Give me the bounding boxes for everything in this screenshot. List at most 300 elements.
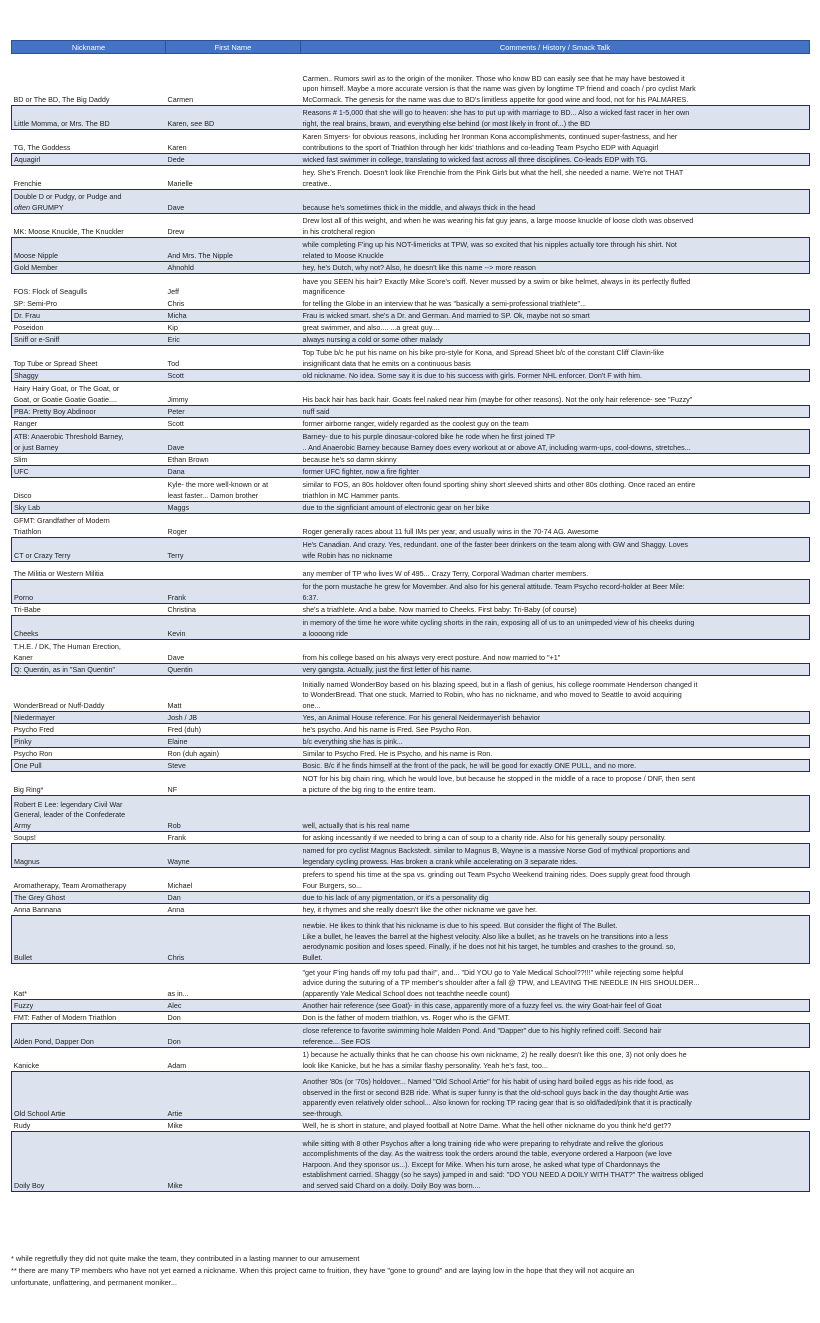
comment-line: because he's sometimes thick in the middle, and always thick in the head <box>302 202 536 212</box>
table-row <box>12 106 810 130</box>
cell-nickname[interactable] <box>12 676 166 712</box>
nickname-line: FMT: Father of Modern Triathlon <box>13 1012 117 1022</box>
comment-line: any member of TP who lives W of 495... Crazy Terry, Corporal Wadman charter members. <box>302 568 589 578</box>
cell-comments[interactable] <box>301 844 810 868</box>
cell-first-name[interactable] <box>166 604 301 616</box>
table-row <box>12 54 810 106</box>
comment-line: hey. She's French. Doesn't look like Frenchie from the Pink Girls but what the hell, she needed a name. We're not THAT <box>302 168 684 177</box>
cell-comments[interactable] <box>301 166 810 190</box>
cell-nickname[interactable] <box>12 1132 166 1192</box>
comment-line: b/c everything she has is pink... <box>302 736 403 746</box>
comment-line: advice during the suturing of a TP member's shoulder after a fall @ TPW, and LEAVING THE NEEDLE IN HIS SHOULDER... <box>302 978 700 987</box>
comment-line: he's psycho. And his name is Fred. See Psycho Ron. <box>302 724 472 734</box>
table-row <box>12 1024 810 1048</box>
cell-first-name[interactable] <box>166 760 301 772</box>
first-name-line: Dave <box>167 442 185 452</box>
comment-line: Top Tube b/c he put his name on his bike pro-style for Kona, and Spread Sheet b/c of the constant Cliff Clavin-like <box>302 348 664 357</box>
cell-nickname[interactable] <box>12 904 166 916</box>
nickname-line: Army <box>14 820 31 830</box>
cell-comments[interactable] <box>301 640 810 664</box>
table-row <box>12 130 810 154</box>
table-row <box>12 430 810 454</box>
cell-comments[interactable] <box>301 214 810 238</box>
nickname-line: Goat, or Goatie Goatie Goatie.... <box>13 394 117 404</box>
cell-comments[interactable] <box>301 262 810 274</box>
cell-comments[interactable] <box>301 1072 810 1120</box>
cell-comments[interactable] <box>301 154 810 166</box>
table-row <box>12 166 810 190</box>
cell-nickname[interactable] <box>12 298 166 310</box>
cell-nickname[interactable] <box>12 616 166 640</box>
nickname-line: Slim <box>13 454 28 464</box>
header-row <box>12 41 810 54</box>
comment-line: Barney- due to his purple dinosaur-colored bike he rode when he first joined TP <box>302 432 555 441</box>
nickname-sheet <box>11 40 809 1192</box>
cell-nickname[interactable] <box>12 382 166 406</box>
cell-comments[interactable] <box>301 832 810 844</box>
nickname-line: BD or The BD, The Big Daddy <box>13 94 110 104</box>
cell-nickname[interactable] <box>12 772 166 796</box>
cell-nickname[interactable] <box>12 736 166 748</box>
first-name-line: Rob <box>167 820 181 830</box>
comment-line: in memory of the time he wore white cycling shorts in the rain, exposing all of us to an unimpeded view of his cheeks during <box>302 618 695 627</box>
cell-comments[interactable] <box>301 868 810 892</box>
first-name-line: Frank <box>167 832 186 842</box>
comment-line: NOT for his big chain ring, which he would love, but because he stopped in the middle of a race to propose / DNF, then sent <box>302 774 696 783</box>
cell-first-name[interactable] <box>166 454 301 466</box>
cell-nickname[interactable] <box>12 664 166 676</box>
comment-line: accomplishments of the day. As the waitress took the orders around the table, everyone ordered a Harpoon (we love <box>302 1149 672 1158</box>
table-row <box>12 580 810 604</box>
table-row <box>12 616 810 640</box>
cell-nickname[interactable] <box>12 502 166 514</box>
table-row <box>12 748 810 760</box>
table-row <box>12 466 810 478</box>
table-row <box>12 310 810 322</box>
cell-nickname[interactable] <box>12 346 166 370</box>
cell-nickname[interactable] <box>12 406 166 418</box>
nickname-line: Niedermayer <box>14 712 56 722</box>
cell-first-name[interactable] <box>166 214 301 238</box>
cell-nickname[interactable] <box>12 106 166 130</box>
nickname-line: General, leader of the Confederate <box>14 810 126 819</box>
comment-line: Bullet. <box>302 952 323 962</box>
comment-line: hey, it rhymes and she really doesn't like the other nickname we gave her. <box>302 904 538 914</box>
first-name-line: Alec <box>167 1000 182 1010</box>
comment-line: .. And Anaerobic Barney because Barney does every workout at or above AT, including warm-ups, cool-downs, stretches... <box>302 442 691 452</box>
cell-comments[interactable] <box>301 562 810 580</box>
cell-comments[interactable] <box>301 238 810 262</box>
comment-line: similar to FOS, an 80s holdover often found sporting shiny short sleeved shirts and other 80s clothing. Once raced an entire <box>302 480 696 489</box>
cell-nickname[interactable] <box>12 322 166 334</box>
nickname-line: Kanicke <box>13 1060 40 1070</box>
cell-first-name[interactable] <box>166 298 301 310</box>
cell-nickname[interactable] <box>12 466 166 478</box>
cell-first-name[interactable] <box>166 466 301 478</box>
cell-first-name[interactable] <box>166 616 301 640</box>
comment-line: insignificant data that he emits on a continuous basis <box>302 358 471 368</box>
comment-line: Drew lost all of this weight, and when he was wearing his fat guy jeans, a large moose knuckle of loose cloth was observed <box>302 216 694 225</box>
cell-first-name[interactable] <box>166 1000 301 1012</box>
cell-nickname[interactable] <box>12 538 166 562</box>
cell-nickname[interactable] <box>12 844 166 868</box>
cell-nickname[interactable] <box>12 478 166 502</box>
cell-first-name[interactable] <box>166 580 301 604</box>
table-row <box>12 1012 810 1024</box>
cell-nickname[interactable] <box>12 418 166 430</box>
cell-comments[interactable] <box>301 664 810 676</box>
cell-comments[interactable] <box>301 454 810 466</box>
cell-first-name[interactable] <box>166 676 301 712</box>
cell-comments[interactable] <box>301 772 810 796</box>
cell-nickname[interactable] <box>12 310 166 322</box>
cell-comments[interactable] <box>301 1012 810 1024</box>
cell-first-name[interactable] <box>166 1132 301 1192</box>
cell-first-name[interactable] <box>166 562 301 580</box>
cell-nickname[interactable] <box>12 334 166 346</box>
cell-first-name[interactable] <box>166 868 301 892</box>
cell-nickname[interactable] <box>12 724 166 736</box>
nickname-line: Kat* <box>13 988 28 998</box>
cell-first-name[interactable] <box>166 904 301 916</box>
header-nickname[interactable]: Nickname <box>12 41 166 54</box>
cell-comments[interactable] <box>301 466 810 478</box>
first-name-line: Tod <box>167 358 180 368</box>
nickname-line: Sky Lab <box>14 502 40 512</box>
nickname-line: The Grey Ghost <box>14 892 66 902</box>
cell-comments[interactable] <box>301 406 810 418</box>
cell-nickname[interactable] <box>12 430 166 454</box>
first-name-line: Steve <box>167 760 186 770</box>
comment-line: Reasons # 1-5,000 that she will go to heaven: she has to put up with marriage to BD... Also a wicked fast racer in her own <box>302 108 690 117</box>
comment-line: reference... See FOS <box>302 1036 371 1046</box>
comment-line: contributions to the sport of Triathlon through her kids' triathlons and co-leading Team Psycho EDP with Aquagirl <box>302 142 659 152</box>
cell-nickname[interactable] <box>12 238 166 262</box>
cell-nickname[interactable] <box>12 796 166 832</box>
cell-nickname[interactable] <box>12 190 166 214</box>
cell-first-name[interactable] <box>166 748 301 760</box>
cell-nickname[interactable] <box>12 1012 166 1024</box>
cell-comments[interactable] <box>301 502 810 514</box>
comment-line: close reference to favorite swimming hole Malden Pond. And "Dapper" due to his highly refined coiff. Second hair <box>302 1026 662 1035</box>
cell-first-name[interactable] <box>166 262 301 274</box>
cell-comments[interactable] <box>301 916 810 964</box>
first-name-line: Don <box>167 1012 181 1022</box>
comment-line: Initially named WonderBoy based on his blazing speed, but in a flash of genius, his college roommate Henderson changed it <box>302 679 698 689</box>
comment-line: Well, he is short in stature, and played football at Notre Dame. What the hell other nickname do you think he'd get?? <box>302 1120 672 1130</box>
nickname-line: FOS: Flock of Seagulls <box>13 287 87 296</box>
cell-first-name[interactable] <box>166 322 301 334</box>
cell-nickname[interactable] <box>12 262 166 274</box>
cell-first-name[interactable] <box>166 1048 301 1072</box>
nickname-line: Psycho Fred <box>13 724 54 734</box>
cell-first-name[interactable] <box>166 772 301 796</box>
cell-nickname[interactable] <box>12 130 166 154</box>
cell-comments[interactable] <box>301 538 810 562</box>
table-row <box>12 322 810 334</box>
cell-nickname[interactable] <box>12 54 166 106</box>
table-row <box>12 772 810 796</box>
cell-nickname[interactable] <box>12 1120 166 1132</box>
nickname-line: Psycho Ron <box>13 748 53 758</box>
cell-comments[interactable] <box>301 1024 810 1048</box>
table-body <box>12 54 810 1192</box>
cell-comments[interactable] <box>301 310 810 322</box>
cell-comments[interactable] <box>301 514 810 538</box>
nickname-line: Dr. Frau <box>14 310 40 320</box>
cell-comments[interactable] <box>301 274 810 298</box>
cell-first-name[interactable] <box>166 538 301 562</box>
comment-line: establishment carried. Shaggy (so he says) jumped in and said: "DO YOU NEED A DOILY WITH THAT?" The waitress obliged <box>302 1170 704 1179</box>
first-name-line: Scott <box>167 370 184 380</box>
cell-nickname[interactable] <box>12 748 166 760</box>
table-row <box>12 916 810 964</box>
cell-first-name[interactable] <box>166 832 301 844</box>
first-name-line: Christina <box>167 604 196 614</box>
cell-comments[interactable] <box>301 1048 810 1072</box>
first-name-line: Karen, see BD <box>167 118 215 128</box>
table-row <box>12 298 810 310</box>
cell-comments[interactable] <box>301 346 810 370</box>
comment-line: right, the real brains, brawn, and everything else behind (or most likely in front of...) the BD <box>302 118 591 128</box>
cell-comments[interactable] <box>301 964 810 1000</box>
first-name-line: as in... <box>167 988 189 998</box>
cell-first-name[interactable] <box>166 514 301 538</box>
comment-line: newbie. He likes to think that his nickname is due to his speed. But consider the flight of The Bullet. <box>302 921 618 930</box>
cell-comments[interactable] <box>301 322 810 334</box>
nickname-line: Aromatherapy, Team Aromatherapy <box>13 880 127 890</box>
comment-line: to WonderBread. That one stuck. Married to Robin, who has no nickname, and who moved to Seattle to avoid acquiring <box>302 690 682 699</box>
cell-first-name[interactable] <box>166 166 301 190</box>
cell-nickname[interactable] <box>12 562 166 580</box>
cell-nickname[interactable] <box>12 370 166 382</box>
nickname-line: Disco <box>13 490 32 500</box>
cell-comments[interactable] <box>301 430 810 454</box>
header-first-name[interactable]: First Name <box>166 41 301 54</box>
cell-comments[interactable] <box>301 190 810 214</box>
cell-first-name[interactable] <box>166 346 301 370</box>
cell-nickname[interactable] <box>12 166 166 190</box>
nickname-line: Shaggy <box>14 370 39 380</box>
cell-nickname[interactable] <box>12 454 166 466</box>
cell-first-name[interactable] <box>166 844 301 868</box>
comment-line: see-through. <box>302 1108 343 1118</box>
cell-first-name[interactable] <box>166 1024 301 1048</box>
nickname-line: The Militia or Western Militia <box>13 568 104 578</box>
cell-nickname[interactable] <box>12 760 166 772</box>
table-row <box>12 214 810 238</box>
cell-comments[interactable] <box>301 418 810 430</box>
comment-line: creative.. <box>302 178 332 188</box>
cell-comments[interactable] <box>301 712 810 724</box>
cell-nickname[interactable] <box>12 1024 166 1048</box>
nickname-line: MK: Moose Knuckle, The Knuckler <box>13 226 124 236</box>
table-row <box>12 274 810 298</box>
nickname-line: Top Tube or Spread Sheet <box>13 358 98 368</box>
cell-comments[interactable] <box>301 796 810 832</box>
comment-line: Bosic. B/c if he finds himself at the front of the pack, he will be good for exactly ONE PULL, and no more. <box>302 760 637 770</box>
comment-line: Four Burgers, so... <box>302 880 363 890</box>
cell-nickname[interactable] <box>12 640 166 664</box>
cell-comments[interactable] <box>301 892 810 904</box>
table-row <box>12 1120 810 1132</box>
cell-first-name[interactable] <box>166 430 301 454</box>
footnote-double-star: ** there are many TP members who have not yet earned a nickname. When this project came to fruition, they have "gone to ground" and are laying low in the hope that they will not acquire an <box>11 1266 635 1275</box>
nickname-line: Big Ring* <box>13 784 44 794</box>
first-name-line: Dede <box>167 154 185 164</box>
cell-comments[interactable] <box>301 106 810 130</box>
comment-line: and served said Chard on a doily. Doily Boy was born.... <box>302 1180 481 1190</box>
cell-first-name[interactable] <box>166 382 301 406</box>
cell-comments[interactable] <box>301 370 810 382</box>
nickname-line: Poseidon <box>13 322 44 332</box>
cell-first-name[interactable] <box>166 964 301 1000</box>
cell-first-name[interactable] <box>166 1012 301 1024</box>
comment-line: have you SEEN his hair? Exactly Mike Score's coiff. Never mussed by a swim or bike helmet, always in its perfectly fluffed <box>302 276 691 286</box>
nickname-line: Doily Boy <box>14 1180 45 1190</box>
cell-nickname[interactable] <box>12 274 166 298</box>
cell-nickname[interactable] <box>12 514 166 538</box>
table-row <box>12 724 810 736</box>
cell-first-name[interactable] <box>166 478 301 502</box>
cell-comments[interactable] <box>301 580 810 604</box>
comment-line: always nursing a cold or some other malady <box>302 334 443 344</box>
nickname-line: WonderBread or Nuff-Daddy <box>13 700 105 710</box>
cell-first-name[interactable] <box>166 190 301 214</box>
comment-line: His back hair has back hair. Goats feel naked near him (maybe for other reasons). Not the only hair reference- see "Fuzzy" <box>302 394 693 404</box>
cell-comments[interactable] <box>301 334 810 346</box>
comment-line: McCormack. The genesis for the name was due to BD's limitless appetite for good wine and food, not for his PALMARES. <box>302 94 689 104</box>
cell-nickname[interactable] <box>12 964 166 1000</box>
cell-first-name[interactable] <box>166 1072 301 1120</box>
cell-nickname[interactable] <box>12 892 166 904</box>
cell-nickname[interactable] <box>12 214 166 238</box>
cell-first-name[interactable] <box>166 274 301 298</box>
cell-comments[interactable] <box>301 904 810 916</box>
nickname-line: SP: Semi-Pro <box>13 298 58 308</box>
cell-nickname[interactable] <box>12 580 166 604</box>
nickname-line: Sniff or e-Sniff <box>14 334 60 344</box>
cell-comments[interactable] <box>301 616 810 640</box>
cell-comments[interactable] <box>301 1120 810 1132</box>
nickname-line: Magnus <box>14 856 40 866</box>
cell-comments[interactable] <box>301 382 810 406</box>
comment-line: from his college based on his always very erect posture. And now married to "+1" <box>302 652 561 662</box>
cell-comments[interactable] <box>301 604 810 616</box>
cell-first-name[interactable] <box>166 502 301 514</box>
first-name-line: Anna <box>167 904 185 914</box>
comment-line: one... <box>302 700 321 710</box>
cell-first-name[interactable] <box>166 238 301 262</box>
cell-comments[interactable] <box>301 1132 810 1192</box>
cell-first-name[interactable] <box>166 334 301 346</box>
comment-line: prefers to spend his time at the spa vs. grinding out Team Psycho Weekend training rides. Does supply great food through <box>302 870 691 879</box>
cell-nickname[interactable] <box>12 1072 166 1120</box>
cell-first-name[interactable] <box>166 1120 301 1132</box>
nickname-line: Moose Nipple <box>14 250 58 260</box>
cell-nickname[interactable] <box>12 868 166 892</box>
cell-first-name[interactable] <box>166 130 301 154</box>
cell-first-name[interactable] <box>166 106 301 130</box>
cell-first-name[interactable] <box>166 724 301 736</box>
cell-first-name[interactable] <box>166 712 301 724</box>
table-row <box>12 676 810 712</box>
comment-line: apparently even relatively older school... Also known for rocking TP racing gear that is so old/faded/pink that it is practically <box>302 1098 692 1107</box>
cell-nickname[interactable] <box>12 1048 166 1072</box>
first-name-line: Jimmy <box>167 394 189 404</box>
cell-first-name[interactable] <box>166 736 301 748</box>
cell-first-name[interactable] <box>166 796 301 832</box>
cell-first-name[interactable] <box>166 916 301 964</box>
table-row <box>12 478 810 502</box>
cell-first-name[interactable] <box>166 406 301 418</box>
first-name-line: NF <box>167 784 178 794</box>
table-row <box>12 190 810 214</box>
table-row <box>12 334 810 346</box>
footnote-double-star-cont: unfortunate, unflattering, and permanent moniker... <box>11 1278 177 1287</box>
cell-comments[interactable] <box>301 1000 810 1012</box>
cell-comments[interactable] <box>301 736 810 748</box>
first-name-line: Adam <box>167 1060 187 1070</box>
comment-line: well, actually that is his real name <box>302 820 410 830</box>
table-row <box>12 406 810 418</box>
cell-comments[interactable] <box>301 298 810 310</box>
cell-comments[interactable] <box>301 724 810 736</box>
cell-comments[interactable] <box>301 748 810 760</box>
table-row <box>12 832 810 844</box>
comment-line: aerodynamic position and loses speed. Finally, if he does not hit his target, he tumbles and crashes to the ground. so, <box>302 942 676 951</box>
cell-nickname[interactable] <box>12 832 166 844</box>
table-row <box>12 418 810 430</box>
table-row <box>12 562 810 580</box>
cell-first-name[interactable] <box>166 418 301 430</box>
table-row <box>12 1048 810 1072</box>
table-row <box>12 604 810 616</box>
cell-first-name[interactable] <box>166 892 301 904</box>
cell-first-name[interactable] <box>166 54 301 106</box>
nickname-line: Tri-Babe <box>13 604 41 614</box>
first-name-line: Mike <box>167 1180 183 1190</box>
cell-nickname[interactable] <box>12 1000 166 1012</box>
cell-comments[interactable] <box>301 130 810 154</box>
cell-nickname[interactable] <box>12 154 166 166</box>
table-row <box>12 514 810 538</box>
cell-first-name[interactable] <box>166 664 301 676</box>
cell-first-name[interactable] <box>166 154 301 166</box>
cell-nickname[interactable] <box>12 604 166 616</box>
table-row <box>12 1000 810 1012</box>
cell-comments[interactable] <box>301 760 810 772</box>
cell-first-name[interactable] <box>166 310 301 322</box>
first-name-line: Karen <box>167 142 187 152</box>
nickname-line: CT or Crazy Terry <box>14 550 71 560</box>
cell-first-name[interactable] <box>166 370 301 382</box>
cell-comments[interactable] <box>301 478 810 502</box>
table-row <box>12 502 810 514</box>
cell-comments[interactable] <box>301 54 810 106</box>
nickname-line: or just Barney <box>14 442 59 452</box>
cell-nickname[interactable] <box>12 916 166 964</box>
comment-line: wicked fast swimmer in college, translating to wicked fast across all three disciplines. Co-leads EDP with TG. <box>302 154 648 164</box>
first-name-line: Eric <box>167 334 180 344</box>
comment-line: a loooong ride <box>302 628 349 638</box>
comment-line: magnificence <box>302 287 345 296</box>
cell-first-name[interactable] <box>166 640 301 664</box>
header-comments[interactable]: Comments / History / Smack Talk <box>301 41 810 54</box>
cell-comments[interactable] <box>301 676 810 712</box>
cell-nickname[interactable] <box>12 712 166 724</box>
nickname-line: Triathlon <box>13 526 42 536</box>
